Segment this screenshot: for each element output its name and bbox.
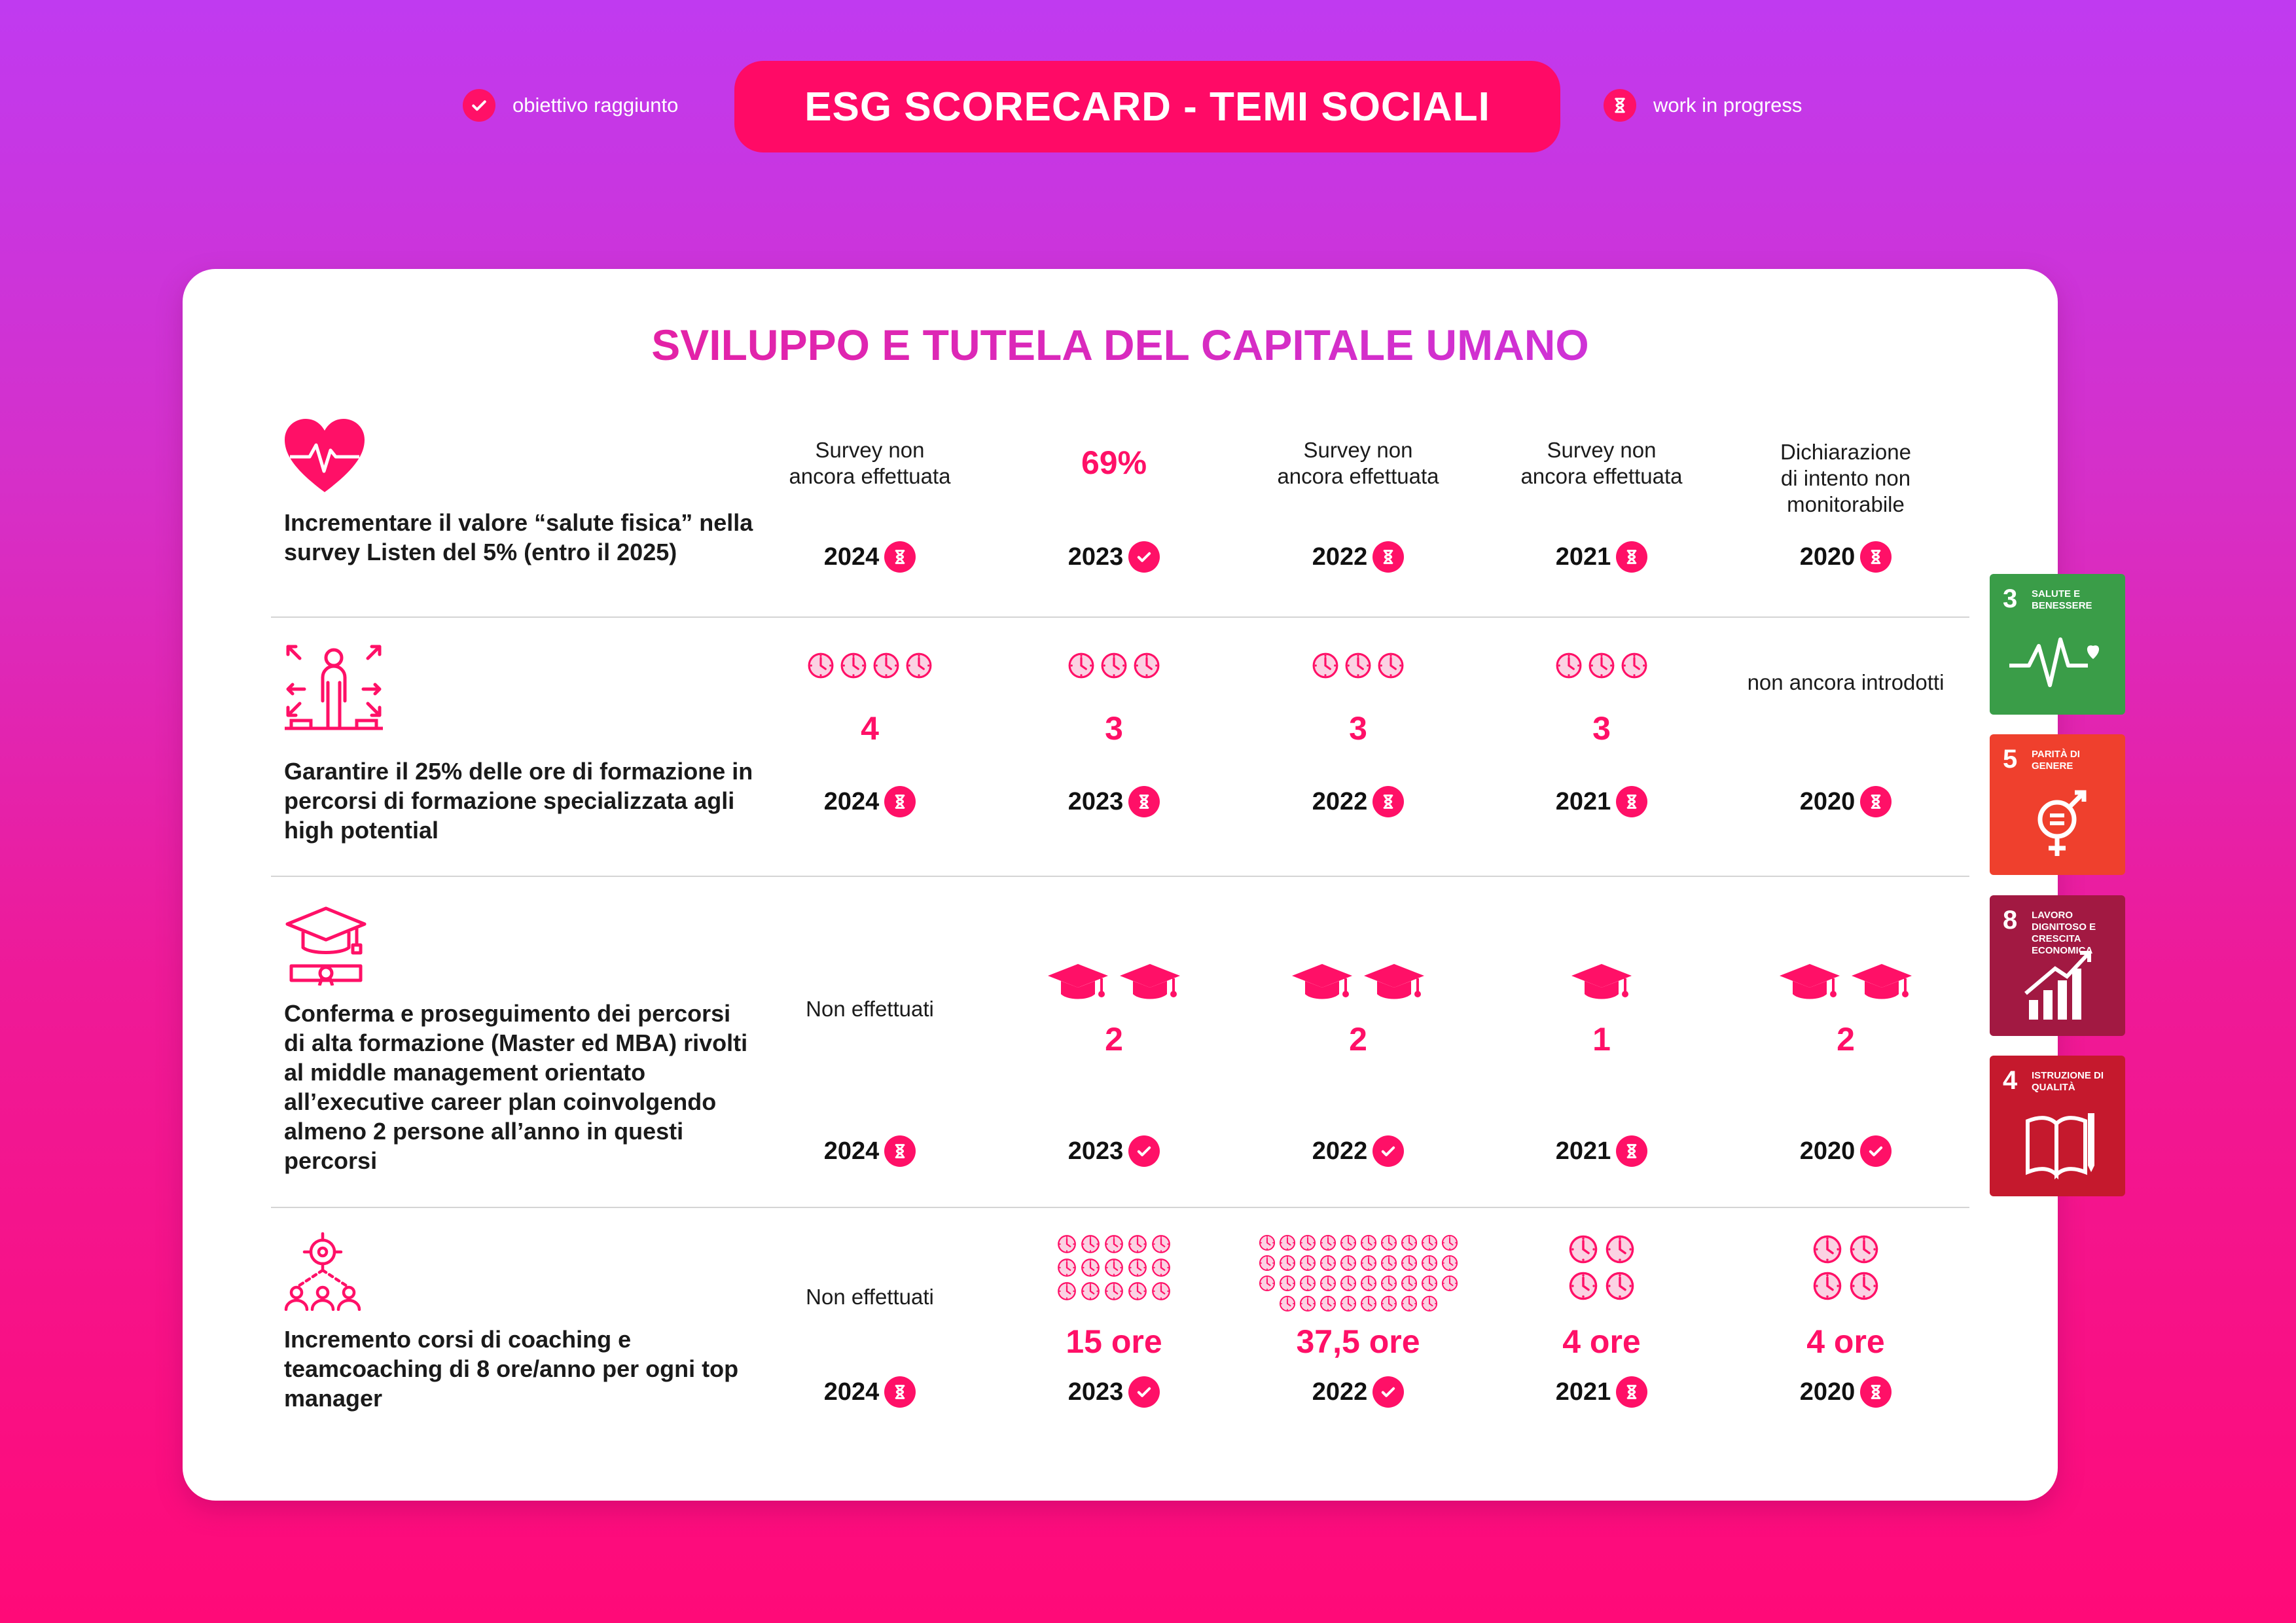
year-label: 2024 [823,787,880,815]
clock-icon [1340,1295,1357,1312]
year-status [1728,1135,1964,1167]
year-label: 2023 [1067,1378,1124,1406]
row-divider [271,876,1969,877]
status-note: Non effettuati [806,997,934,1021]
sdg-number: 4 [2003,1066,2018,1095]
hourglass-icon [884,786,916,817]
clock-icon [1588,652,1615,679]
hourglass-icon [1860,541,1892,573]
year-status [1728,1376,1964,1408]
year-label: 2023 [1067,1137,1124,1165]
clock-icon [1421,1295,1438,1312]
clock-group [1555,652,1648,679]
clock-icon [1259,1234,1276,1251]
status-note: Survey non ancora effettuata [1520,438,1683,488]
clock-icon [1441,1255,1458,1272]
clock-group [1067,652,1160,679]
clock-icon [1360,1275,1377,1292]
value-label: 69% [1081,444,1147,481]
clock-icon [905,652,933,679]
check-icon [1128,1135,1160,1167]
clock-icon [1279,1234,1296,1251]
status-note: Survey non ancora effettuata [1277,438,1439,488]
clock-group [807,652,933,679]
clock-icon [1279,1255,1296,1272]
check-icon [1860,1135,1892,1167]
clock-icon [1421,1275,1438,1292]
sdg-number: 5 [2003,745,2018,774]
clock-icon [1067,652,1095,679]
graduation-cap-icon [1850,961,1913,1007]
value-label: 37,5 ore [1296,1323,1420,1360]
clock-group [1568,1234,1635,1301]
year-status [1240,541,1476,573]
check-icon [463,89,495,122]
clock-icon [1812,1271,1842,1301]
clock-icon [1081,1258,1100,1277]
hourglass-icon [1604,89,1636,122]
sdg-label: PARITÀ DI GENERE [2032,749,2080,772]
clock-icon [1340,1234,1357,1251]
clock-icon [1360,1255,1377,1272]
clock-icon [1319,1234,1336,1251]
year-status [996,1135,1232,1167]
clock-icon [1128,1234,1147,1254]
clock-icon [1299,1255,1316,1272]
clock-icon [1128,1281,1147,1301]
legend-achieved [463,89,678,122]
year-status [1728,541,1964,573]
value-label: 2 [1837,1021,1855,1058]
year-status [1728,786,1964,817]
clock-icon [1128,1258,1147,1277]
goal-text: Incremento corsi di coaching e teamcoaching di 8 ore/anno per ogni top manager [284,1326,739,1412]
year-label: 2021 [1555,1137,1611,1165]
goal-text: Incrementare il valore “salute fisica” nella survey Listen del 5% (entro il 2025) [284,509,753,565]
clock-icon [1299,1234,1316,1251]
check-icon [1372,1135,1404,1167]
value-label: 4 [861,710,879,747]
clock-icon [1849,1271,1879,1301]
check-icon [1128,541,1160,573]
person-growth-icon [285,643,383,741]
clock-icon [1299,1275,1316,1292]
goal-text: Garantire il 25% delle ore di formazione in percorsi di formazione specializzata agli high potential [284,758,753,844]
heart-pulse-icon [283,418,366,495]
year-label: 2021 [1555,1378,1611,1406]
row-divider [271,1207,1969,1208]
year-label: 2022 [1312,1378,1368,1406]
graduation-caps [1778,961,1913,1007]
year-label: 2022 [1312,787,1368,815]
clock-icon [1380,1275,1397,1292]
clock-icon [1259,1255,1276,1272]
clock-icon [1279,1275,1296,1292]
year-status [752,1376,988,1408]
hourglass-icon [884,1376,916,1408]
value-label: 3 [1592,710,1611,747]
hourglass-icon [1860,786,1892,817]
hourglass-icon [1616,786,1647,817]
clock-icon [1401,1275,1418,1292]
clock-icon [1401,1234,1418,1251]
clock-icon [1344,652,1372,679]
sdg-tile-5 [1990,734,2125,875]
value-label: 1 [1592,1021,1611,1058]
year-status [1240,1135,1476,1167]
clock-icon [1057,1258,1077,1277]
year-status [1240,786,1476,817]
clock-icon [1319,1295,1336,1312]
year-label: 2022 [1312,1137,1368,1165]
clock-icon [1605,1271,1635,1301]
graduation-caps [1291,961,1426,1007]
hourglass-icon [1616,1376,1647,1408]
clock-icon [1319,1255,1336,1272]
section-title: SVILUPPO E TUTELA DEL CAPITALE UMANO [183,320,2058,370]
sdg-number: 8 [2003,906,2018,935]
graduation-caps [1570,961,1633,1007]
clock-icon [1568,1271,1598,1301]
clock-icon [1555,652,1583,679]
sdg-tile-8 [1990,895,2125,1036]
graduation-icon [285,906,367,986]
clock-icon [1081,1234,1100,1254]
sdg-tile-3 [1990,574,2125,715]
year-status [1484,786,1719,817]
year-status [1484,1135,1719,1167]
legend-achieved-label: obiettivo raggiunto [512,94,679,116]
sdg-number: 3 [2003,584,2018,613]
year-label: 2020 [1799,787,1856,815]
coaching-team-icon [283,1232,362,1311]
clock-group [1312,652,1405,679]
year-label: 2024 [823,543,880,571]
hourglass-icon [884,541,916,573]
year-status [752,786,988,817]
row-divider [271,616,1969,618]
hourglass-icon [884,1135,916,1167]
graduation-cap-icon [1363,961,1426,1007]
page-title: ESG SCORECARD - TEMI SOCIALI [734,61,1560,152]
sdg-tile-4 [1990,1056,2125,1196]
value-label: 2 [1349,1021,1367,1058]
hourglass-icon [1372,541,1404,573]
clock-icon [1100,652,1128,679]
legend-wip [1604,89,1802,122]
hourglass-icon [1616,1135,1647,1167]
value-label: 3 [1349,710,1367,747]
clock-icon [1081,1281,1100,1301]
clock-icon [1605,1234,1635,1264]
clock-group [1057,1234,1171,1301]
clock-icon [1057,1234,1077,1254]
value-label: 4 ore [1562,1323,1641,1360]
year-status [996,1376,1232,1408]
clock-icon [1299,1295,1316,1312]
year-label: 2021 [1555,787,1611,815]
year-status [996,541,1232,573]
status-note: non ancora introdotti [1747,670,1945,694]
clock-icon [1312,652,1339,679]
check-icon [1128,1376,1160,1408]
year-status [996,786,1232,817]
hourglass-icon [1616,541,1647,573]
year-label: 2024 [823,1378,880,1406]
hourglass-icon [1128,786,1160,817]
clock-icon [1279,1295,1296,1312]
clock-icon [1340,1255,1357,1272]
clock-icon [1340,1275,1357,1292]
year-label: 2020 [1799,543,1856,571]
value-label: 15 ore [1066,1323,1162,1360]
value-label: 2 [1105,1021,1123,1058]
clock-icon [1380,1255,1397,1272]
graduation-cap-icon [1570,961,1633,1007]
graduation-cap-icon [1047,961,1109,1007]
check-icon [1372,1376,1404,1408]
status-note: Survey non ancora effettuata [789,438,951,488]
graduation-caps [1047,961,1181,1007]
value-label: 4 ore [1806,1323,1885,1360]
year-label: 2022 [1312,543,1368,571]
hourglass-icon [1372,786,1404,817]
clock-icon [1568,1234,1598,1264]
clock-icon [1621,652,1648,679]
clock-icon [1401,1295,1418,1312]
clock-icon [1319,1275,1336,1292]
clock-icon [1259,1275,1276,1292]
status-note: Dichiarazione di intento non monitorabile [1780,440,1911,516]
year-status [1484,541,1719,573]
clock-icon [1151,1258,1171,1277]
year-label: 2020 [1799,1137,1856,1165]
clock-group [1812,1234,1879,1301]
status-note: Non effettuati [806,1285,934,1309]
clock-icon [840,652,867,679]
clock-icon [1151,1234,1171,1254]
clock-icon [1849,1234,1879,1264]
value-label: 3 [1105,710,1123,747]
sdg-label: LAVORO DIGNITOSO E CRESCITA ECONOMICA [2032,910,2096,956]
year-status [1484,1376,1719,1408]
graduation-cap-icon [1291,961,1354,1007]
clock-icon [807,652,834,679]
scorecard-card [183,269,2058,1501]
legend-wip-label: work in progress [1653,94,1803,116]
year-label: 2023 [1067,543,1124,571]
graduation-cap-icon [1778,961,1841,1007]
clock-icon [1441,1275,1458,1292]
clock-icon [1360,1234,1377,1251]
graduation-cap-icon [1119,961,1181,1007]
clock-icon [1104,1258,1124,1277]
year-label: 2021 [1555,543,1611,571]
year-status [752,541,988,573]
year-label: 2023 [1067,787,1124,815]
clock-icon [1104,1281,1124,1301]
clock-icon [1441,1234,1458,1251]
goal-text: Conferma e proseguimento dei percorsi di alta formazione (Master ed MBA) rivolti al middle management orientato all’executive career plan coinvolgendo almeno 2 persone all’anno in questi percorsi [284,1000,748,1174]
year-status [1240,1376,1476,1408]
clock-icon [1380,1234,1397,1251]
clock-icon [1812,1234,1842,1264]
hourglass-icon [1860,1376,1892,1408]
clock-icon [1401,1255,1418,1272]
clock-icon [1377,652,1405,679]
clock-icon [872,652,900,679]
clock-icon [1151,1281,1171,1301]
clock-icon [1057,1281,1077,1301]
clock-icon [1421,1234,1438,1251]
clock-icon [1104,1234,1124,1254]
sdg-label: SALUTE E BENESSERE [2032,588,2092,611]
sdg-label: ISTRUZIONE DI QUALITÀ [2032,1070,2104,1093]
year-label: 2020 [1799,1378,1856,1406]
year-status [752,1135,988,1167]
year-label: 2024 [823,1137,880,1165]
clock-icon [1380,1295,1397,1312]
clock-icon [1421,1255,1438,1272]
clock-group [1259,1234,1458,1312]
clock-icon [1133,652,1160,679]
clock-icon [1360,1295,1377,1312]
